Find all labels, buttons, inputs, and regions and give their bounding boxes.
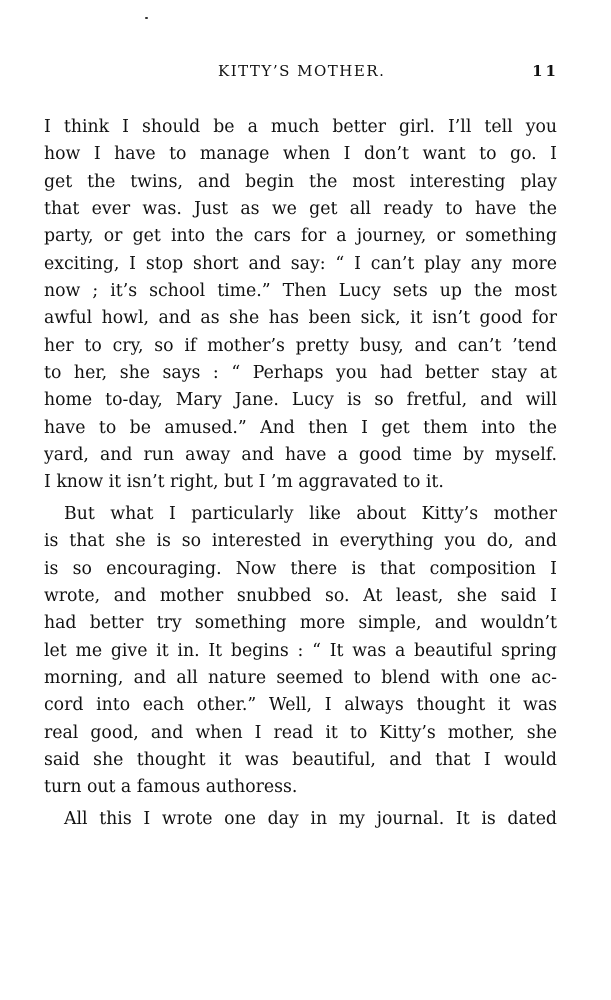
text-line: that ever was. Just as we get all ready to have the <box>44 199 557 220</box>
text-line: cord into each other.” Well, I always thought it was <box>44 695 557 716</box>
text-line: now ; it’s school time.” Then Lucy sets up the most <box>44 281 557 302</box>
page-number: 11 <box>532 62 559 80</box>
text-line: party, or get into the cars for a journey, or something <box>44 226 557 247</box>
paragraph-1 <box>44 114 557 497</box>
running-head <box>0 62 611 86</box>
paragraph-3 <box>44 806 557 833</box>
text-line: real good, and when I read it to Kitty’s mother, she <box>44 722 557 743</box>
text-line: exciting, I stop short and say: “ I can’t play any more <box>44 253 557 274</box>
text-line: have to be amused.” And then I get them into the <box>44 417 557 438</box>
text-line: get the twins, and begin the most interesting play <box>44 171 557 192</box>
text-line: how I have to manage when I don’t want to go. I <box>44 144 557 165</box>
text-line: is so encouraging. Now there is that composition I <box>44 558 557 579</box>
text-line: I think I should be a much better girl. I’ll tell you <box>44 117 557 137</box>
print-speck <box>145 17 148 19</box>
text-line: to her, she says : “ Perhaps you had better stay at <box>44 363 557 384</box>
paragraph-2 <box>44 501 557 802</box>
text-line: is that she is so interested in everything you do, and <box>44 531 557 552</box>
text-line: I know it isn’t right, but I ’m aggravated to it. <box>44 472 444 493</box>
text-line: morning, and all nature seemed to blend with one ac- <box>44 667 557 688</box>
text-line: had better try something more simple, and wouldn’t <box>44 613 557 634</box>
text-line: home to-day, Mary Jane. Lucy is so fretful, and will <box>44 390 557 411</box>
running-title: KITTY’S MOTHER. <box>218 62 386 80</box>
body-text <box>44 114 557 833</box>
text-line: her to cry, so if mother’s pretty busy, and can’t ’tend <box>44 335 557 356</box>
text-line: awful howl, and as she has been sick, it isn’t good for <box>44 308 557 329</box>
text-line: turn out a famous authoress. <box>44 777 298 798</box>
text-line: wrote, and mother snubbed so. At least, she said I <box>44 585 557 606</box>
text-line: All this I wrote one day in my journal. It is dated <box>64 808 557 829</box>
text-line: But what I particularly like about Kitty’s mother <box>64 503 557 524</box>
text-line: yard, and run away and have a good time by myself. <box>44 445 557 466</box>
text-line: said she thought it was beautiful, and that I would <box>44 749 557 770</box>
text-line: let me give it in. It begins : “ It was a beautiful spring <box>44 640 557 661</box>
